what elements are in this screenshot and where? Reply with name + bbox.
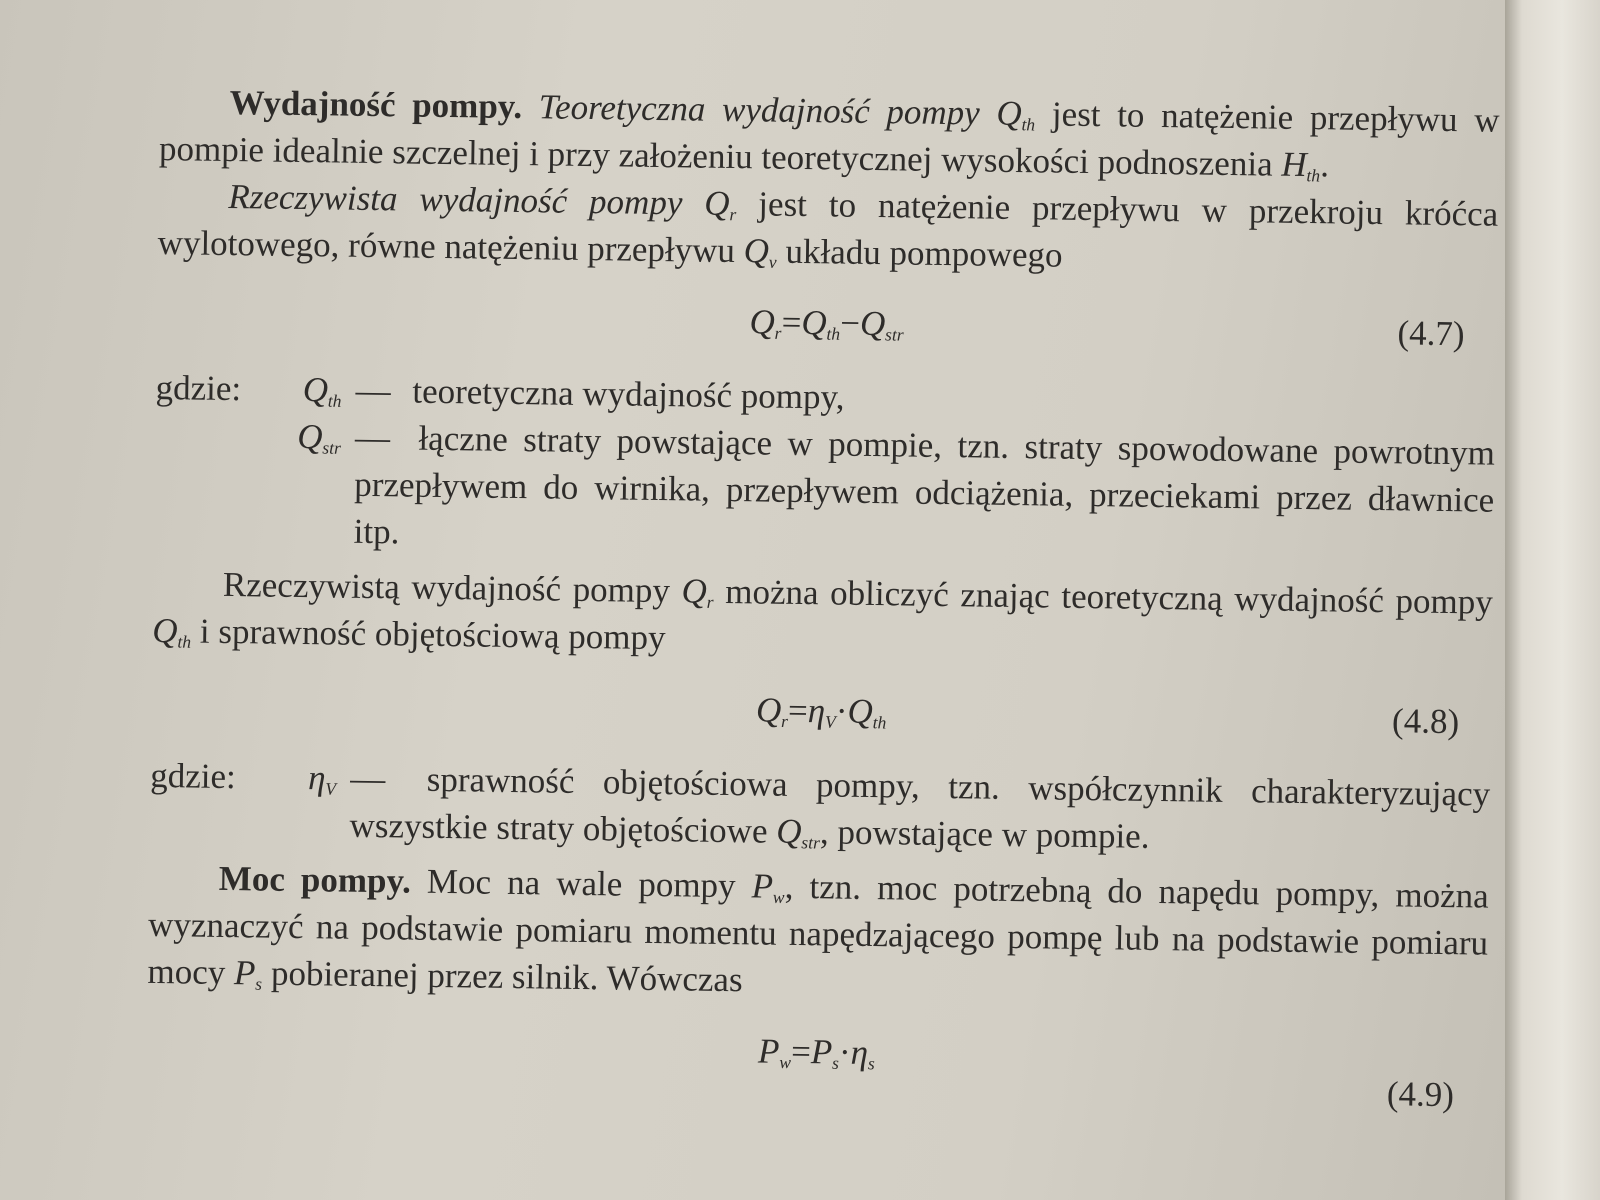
text: . (1320, 145, 1330, 185)
equation-number: (4.8) (1391, 701, 1460, 742)
section-heading-capacity: Wydajność pompy. (229, 82, 523, 127)
where-description: — sprawność objętościowa pompy, tzn. współczynnik charakteryzujący wszystkie straty objętościowe $Q_{str}$, powstające w pompie. (349, 758, 1491, 856)
paragraph-pump-power: Moc pompy. Moc na wale pompy $P_w$, tzn. moc potrzebną do napędu pompy, można wyznaczyć na podstawie pomiaru momentu napędzającego pompę lub na podstawie pomiaru mocy $P_s$ pobieranej przez silnik. Wówczas (147, 858, 1489, 1000)
where-list-1 (153, 364, 1495, 571)
equation-4-8 (151, 664, 1492, 761)
where-label: gdzie: (155, 367, 242, 409)
definition-term: Teoretyczna wydajność pompy (538, 87, 997, 133)
section-heading-power: Moc pompy. (218, 858, 412, 901)
page-edge (1505, 0, 1600, 1200)
text: jest to natężenie przepływu w pompie idealnie szczelnej i przy założeniu teoretycznej wysokości podnoszenia (158, 94, 1500, 184)
where-description: — łączne straty powstające w pompie, tzn. straty spowodowane powrotnym przepływem do wirnika, przepływem odciążenia, przeciekami przez dławnice itp. (353, 417, 1496, 552)
subscript: th (1021, 114, 1036, 135)
paragraph-calculation: Rzeczywistą wydajność pompy $Q_r$ można obliczyć znając teoretyczną wydajność pompy $Q_{th}$ i sprawność objętościową pompy (152, 564, 1494, 658)
symbol: H (1281, 144, 1307, 185)
where-label: gdzie: (149, 755, 237, 797)
text-block (146, 78, 1500, 1115)
equation-4-7 (156, 276, 1497, 373)
paragraph-theoretical-capacity (159, 78, 1500, 191)
symbol: Q (704, 183, 730, 223)
where-symbol: $Q_{th}$ (302, 370, 342, 411)
paragraph-real-capacity (157, 172, 1498, 285)
text: układu pompowego (776, 231, 1063, 275)
equation-number: (4.7) (1397, 313, 1465, 354)
where-symbol: $\eta_V$ (307, 758, 337, 799)
text: jest to natężenie przepływu w przekroju króćca wylotowego, równe natężeniu przepływu (157, 184, 1499, 271)
symbol: Q (743, 231, 770, 271)
equation-expression: $Q_r=\eta_V\cdot Q_{th}$ (755, 690, 887, 733)
equation-expression: $P_w=P_s\cdot\eta_s$ (757, 1031, 875, 1074)
where-list-2 (149, 752, 1490, 865)
equation-expression: $Q_r=Q_{th}-Q_{str}$ (749, 302, 904, 345)
symbol: Q (996, 93, 1022, 134)
subscript: v (768, 251, 777, 272)
subscript: th (1306, 165, 1321, 186)
where-symbol: $Q_{str}$ (296, 416, 341, 458)
equation-number: (4.9) (1386, 1074, 1455, 1115)
where-description: — teoretyczna wydajność pompy, (355, 370, 845, 417)
subscript: r (729, 204, 737, 225)
definition-term: Rzeczywista wydajność pompy (228, 176, 705, 223)
equation-4-9 (146, 1005, 1487, 1115)
